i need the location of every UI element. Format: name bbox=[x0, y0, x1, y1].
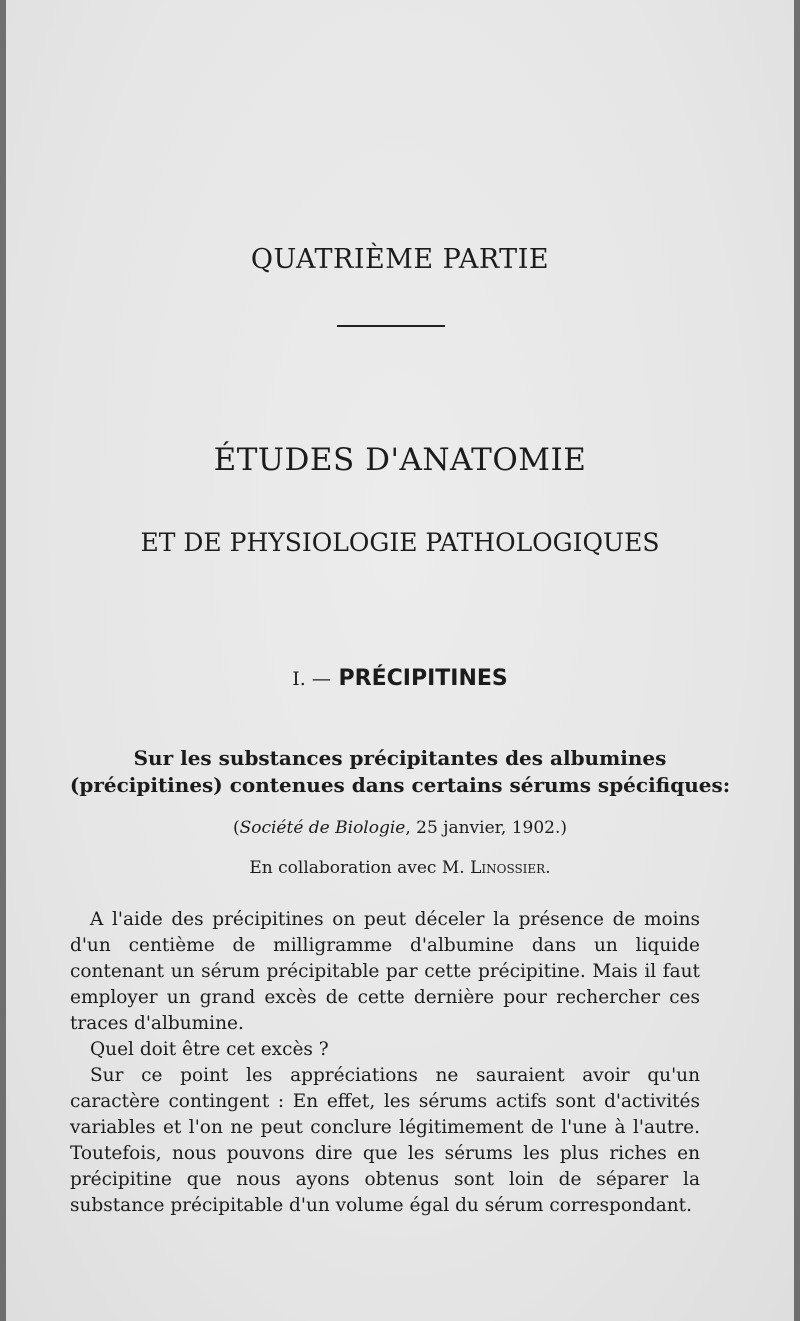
collaboration-line bbox=[6, 858, 794, 878]
collaborator-name: Linossier. bbox=[470, 858, 551, 878]
sub-title: ET DE PHYSIOLOGIE PATHOLOGIQUES bbox=[140, 528, 660, 557]
paragraph: Quel doit être cet excès ? bbox=[90, 1039, 329, 1060]
section-title: PRÉCIPITINES bbox=[338, 666, 508, 691]
paragraph: Sur ce point les appréciations ne sauraient avoir qu'un caractère contingent : En effet, les sérums actifs sont d'activités variables et l'on ne peut conclure légitimement de l'une à l'autre. Toutefois, nous pouvons dire que les sérums les plus riches en précipitine que nous ayons obtenus sont loin de séparer la substance précipitable d'un volume égal du sérum correspondant. bbox=[70, 1065, 700, 1216]
section-heading bbox=[6, 666, 794, 691]
title-rule bbox=[337, 325, 445, 327]
citation-society: Société de Biologie bbox=[239, 818, 406, 838]
section-number: I. — bbox=[292, 668, 331, 690]
article-title bbox=[6, 745, 794, 799]
article-title-line: (précipitines) contenues dans certains sérums spécifiques: bbox=[69, 773, 731, 797]
part-title: QUATRIÈME PARTIE bbox=[250, 244, 550, 275]
body-text bbox=[70, 907, 700, 1219]
citation bbox=[6, 818, 794, 838]
citation-date: , 25 janvier, 1902.) bbox=[405, 818, 568, 838]
paragraph: A l'aide des précipitines on peut déceler la présence de moins d'un centième de milligramme d'albumine dans un liquide contenant un sérum précipitable par cette précipitine. Mais il faut employer un grand excès de cette dernière pour rechercher ces traces d'albumine. bbox=[70, 909, 700, 1034]
book-page bbox=[6, 0, 794, 1321]
collaboration-prefix: En collaboration avec M. bbox=[249, 858, 471, 878]
main-title: ÉTUDES D'ANATOMIE bbox=[213, 442, 587, 478]
citation-open: ( bbox=[232, 818, 240, 838]
article-title-line: Sur les substances précipitantes des albumines bbox=[133, 746, 667, 770]
